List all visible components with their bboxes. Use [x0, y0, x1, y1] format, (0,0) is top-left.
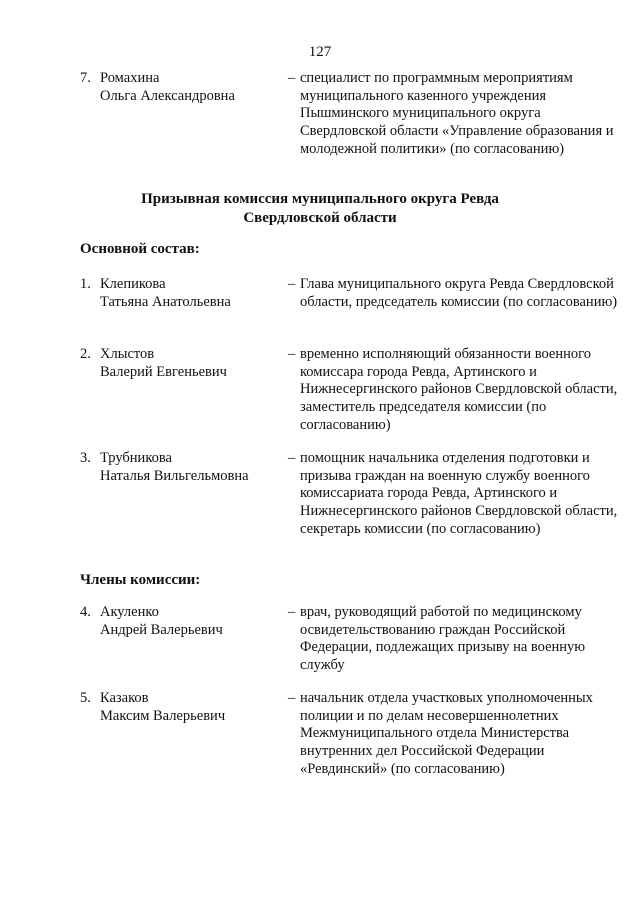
person-surname: Хлыстов: [100, 346, 155, 362]
entry-number: 7.: [80, 70, 91, 86]
dash-separator: –: [288, 450, 296, 466]
commission-title-line-1: Призывная комиссия муниципального округа Ревда: [141, 191, 499, 207]
entry-number: 1.: [80, 276, 91, 292]
person-role: врач, руководящий работой по медицинскому освидетельствованию граждан Российской Федерации, подлежащих призыву на военную службу: [300, 604, 586, 674]
person-name: [100, 604, 290, 639]
dash-separator: –: [288, 70, 296, 86]
person-surname: Казаков: [100, 690, 149, 706]
person-name: [100, 70, 290, 105]
person-role: Глава муниципального округа Ревда Свердловской области, председатель комиссии (по согласованию): [300, 276, 618, 310]
person-role: специалист по программным мероприятиям муниципального казенного учреждения Пышминского муниципального округа Свердловской области «Управление образования и молодежной политики» (по согласованию): [300, 70, 614, 157]
section-heading-members: Члены комиссии:: [80, 572, 201, 588]
dash-separator: –: [288, 346, 296, 362]
person-surname: Ромахина: [100, 70, 160, 86]
entry-number: 3.: [80, 450, 91, 466]
person-role: помощник начальника отделения подготовки и призыва граждан на военную службу военного комиссариата города Ревда, Артинского и Нижнесергинского районов Свердловской области, секретарь комиссии (по согласованию): [300, 450, 618, 537]
commission-title-line-2: Свердловской области: [243, 210, 397, 226]
person-name: [100, 346, 290, 381]
person-name: [100, 276, 290, 311]
person-given-names: Татьяна Анатольевна: [100, 293, 231, 310]
person-role: начальник отдела участковых уполномоченных полиции и по делам несовершеннолетних Межмуниципального отдела Министерства внутренних дел Российской Федерации «Ревдинский» (по согласованию): [300, 690, 593, 777]
person-given-names: Максим Валерьевич: [100, 707, 226, 724]
person-name: [100, 450, 290, 485]
person-given-names: Валерий Евгеньевич: [100, 363, 227, 380]
person-given-names: Андрей Валерьевич: [100, 621, 223, 638]
dash-separator: –: [288, 690, 296, 706]
section-heading-main-composition: Основной состав:: [80, 241, 200, 257]
entry-number: 2.: [80, 346, 91, 362]
person-surname: Трубникова: [100, 450, 172, 466]
entry-number: 4.: [80, 604, 91, 620]
dash-separator: –: [288, 604, 296, 620]
page-number: 127: [308, 44, 332, 60]
person-given-names: Наталья Вильгельмовна: [100, 467, 249, 484]
person-surname: Акуленко: [100, 604, 159, 620]
dash-separator: –: [288, 276, 296, 292]
person-given-names: Ольга Александровна: [100, 87, 235, 104]
person-surname: Клепикова: [100, 276, 166, 292]
entry-number: 5.: [80, 690, 91, 706]
person-role: временно исполняющий обязанности военного комиссара города Ревда, Артинского и Нижнесергинского районов Свердловской области, заместитель председателя комиссии (по согласованию): [300, 346, 618, 433]
commission-title: [80, 190, 560, 228]
person-name: [100, 690, 290, 725]
